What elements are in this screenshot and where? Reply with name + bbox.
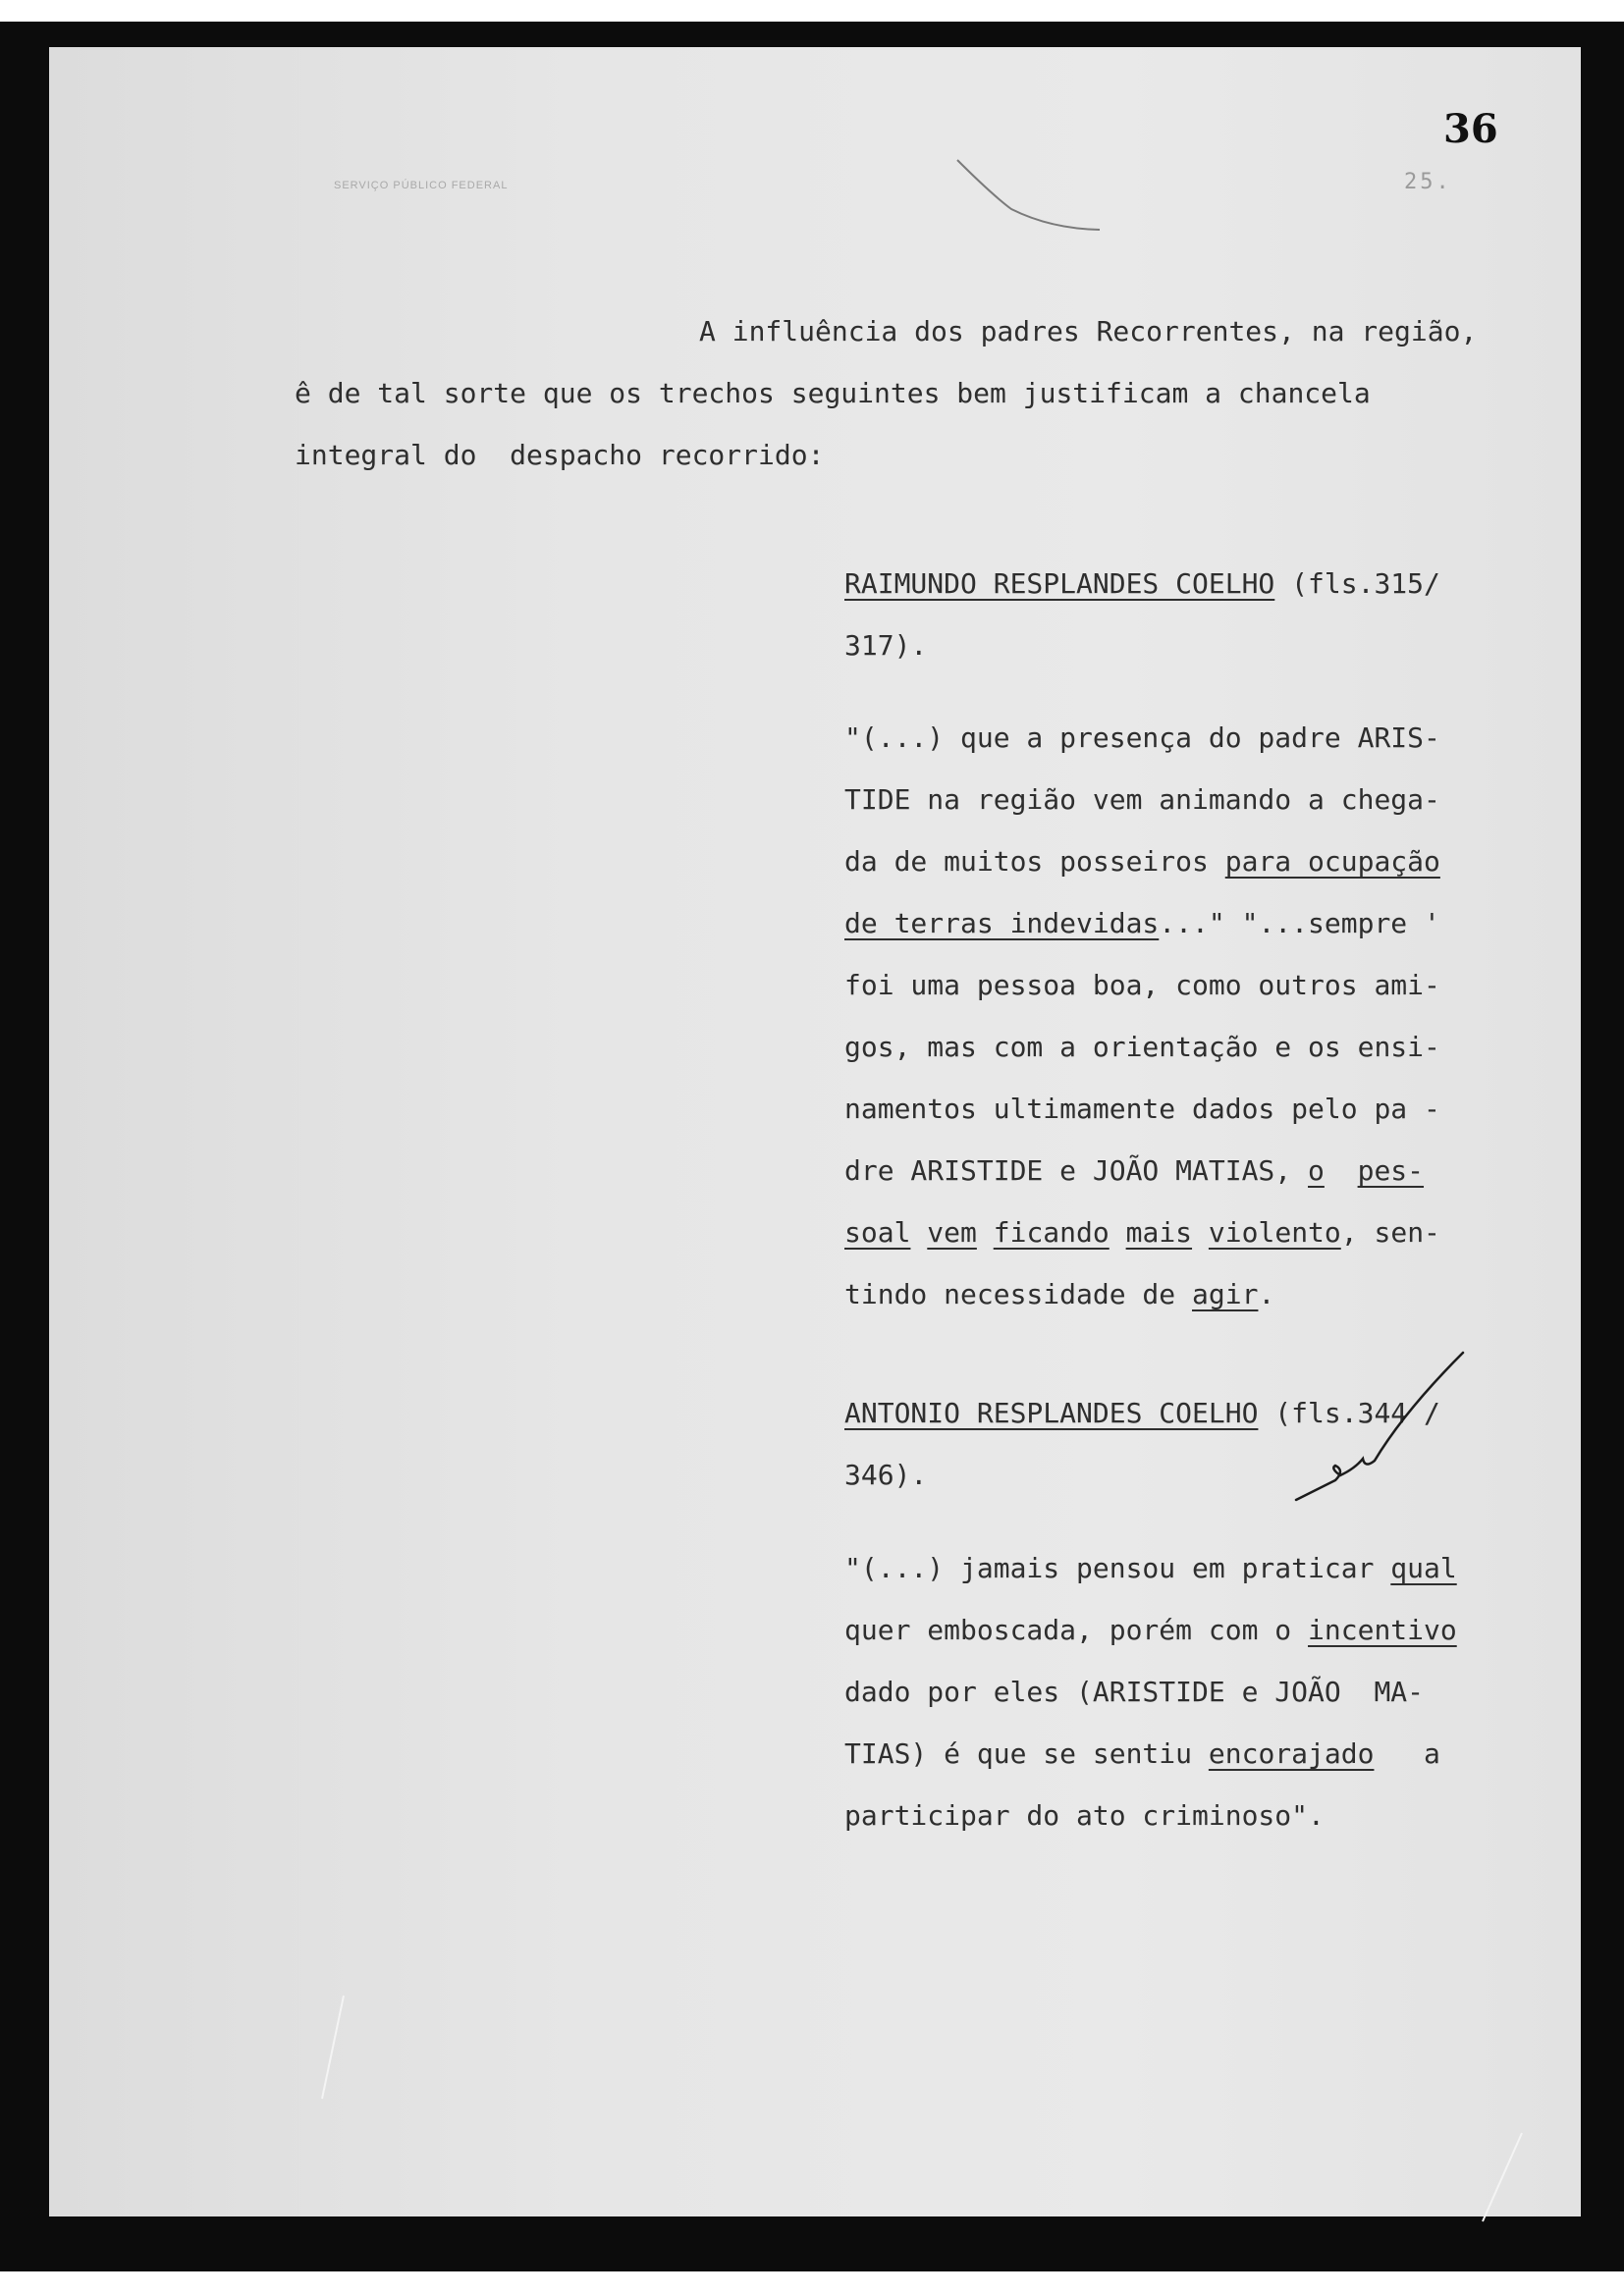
witness-1-ref-end: 317). bbox=[844, 629, 928, 662]
folio-number: 36 bbox=[1443, 106, 1498, 152]
document-page bbox=[49, 47, 1581, 2216]
witness-1-ref: (fls.315/ bbox=[1274, 567, 1440, 600]
quote-1-text: ..." "...sempre ' bbox=[1159, 907, 1440, 939]
intro-paragraph bbox=[295, 300, 1477, 486]
intro-line-3: integral do despacho recorrido: bbox=[295, 439, 825, 471]
witness-1-heading bbox=[844, 553, 1571, 676]
initials-signature bbox=[1276, 1343, 1492, 1529]
intro-line-2: ê de tal sorte que os trechos seguintes bem justificam a chancela bbox=[295, 377, 1371, 409]
quote-2-text: "(...) jamais pensou em praticar bbox=[844, 1552, 1391, 1584]
letterhead: SERVIÇO PÚBLICO FEDERAL bbox=[334, 180, 509, 191]
quote-1-text bbox=[1325, 1154, 1358, 1187]
quote-2-underlined: encorajado bbox=[1208, 1737, 1375, 1770]
quote-2-text: TIAS) é que se sentiu bbox=[844, 1737, 1209, 1770]
scan-scratch bbox=[314, 1991, 353, 2109]
quote-1-line: gos, mas com a orientação e os ensi- bbox=[844, 1031, 1440, 1063]
quote-1-underlined: violento bbox=[1208, 1216, 1341, 1249]
quote-1-line: namentos ultimamente dados pelo pa - bbox=[844, 1093, 1440, 1125]
quote-1-line: foi uma pessoa boa, como outros ami- bbox=[844, 969, 1440, 1001]
quote-1-text: . bbox=[1258, 1278, 1275, 1310]
witness-2-ref: (fls.344 / bbox=[1258, 1397, 1440, 1429]
quote-1-underlined: pes- bbox=[1357, 1154, 1425, 1187]
witness-2-name: ANTONIO RESPLANDES COELHO bbox=[844, 1397, 1259, 1429]
quote-2-line: participar do ato criminoso". bbox=[844, 1799, 1325, 1832]
intro-line-1: A influência dos padres Recorrentes, na região, bbox=[699, 315, 1478, 347]
quote-1-text: tindo necessidade de bbox=[844, 1278, 1193, 1310]
quote-1-underlined: vem bbox=[927, 1216, 977, 1249]
quote-2-line: dado por eles (ARISTIDE e JOÃO MA- bbox=[844, 1676, 1425, 1708]
quote-2-text: quer emboscada, porém com o bbox=[844, 1614, 1309, 1646]
quote-2-underlined: incentivo bbox=[1308, 1614, 1457, 1646]
quote-1-underlined: soal bbox=[844, 1216, 911, 1249]
quote-1-text: da de muitos posseiros bbox=[844, 845, 1225, 878]
quote-1-line: TIDE na região vem animando a chega- bbox=[844, 783, 1440, 816]
quote-2-underlined: qual bbox=[1390, 1552, 1457, 1584]
quote-1-underlined: ficando bbox=[993, 1216, 1110, 1249]
quote-1-underlined: o bbox=[1308, 1154, 1325, 1187]
quote-1-underlined: de terras indevidas bbox=[844, 907, 1160, 939]
quote-1-underlined: mais bbox=[1125, 1216, 1193, 1249]
quote-1-text: dre ARISTIDE e JOÃO MATIAS, bbox=[844, 1154, 1309, 1187]
quote-1 bbox=[844, 707, 1571, 1325]
quote-1-underlined: para ocupação bbox=[1224, 845, 1440, 878]
quote-2-text: a bbox=[1374, 1737, 1440, 1770]
quote-1-text: , sen- bbox=[1340, 1216, 1440, 1249]
quote-1-underlined: agir bbox=[1192, 1278, 1259, 1310]
witness-2-ref-end: 346). bbox=[844, 1459, 928, 1491]
page-number: 25. bbox=[1404, 170, 1452, 194]
scan-scratch bbox=[1473, 2128, 1532, 2226]
witness-1-name: RAIMUNDO RESPLANDES COELHO bbox=[844, 567, 1275, 600]
pen-stroke-mark bbox=[952, 155, 1149, 234]
quote-2 bbox=[844, 1537, 1571, 1846]
quote-1-line: "(...) que a presença do padre ARIS- bbox=[844, 721, 1440, 754]
